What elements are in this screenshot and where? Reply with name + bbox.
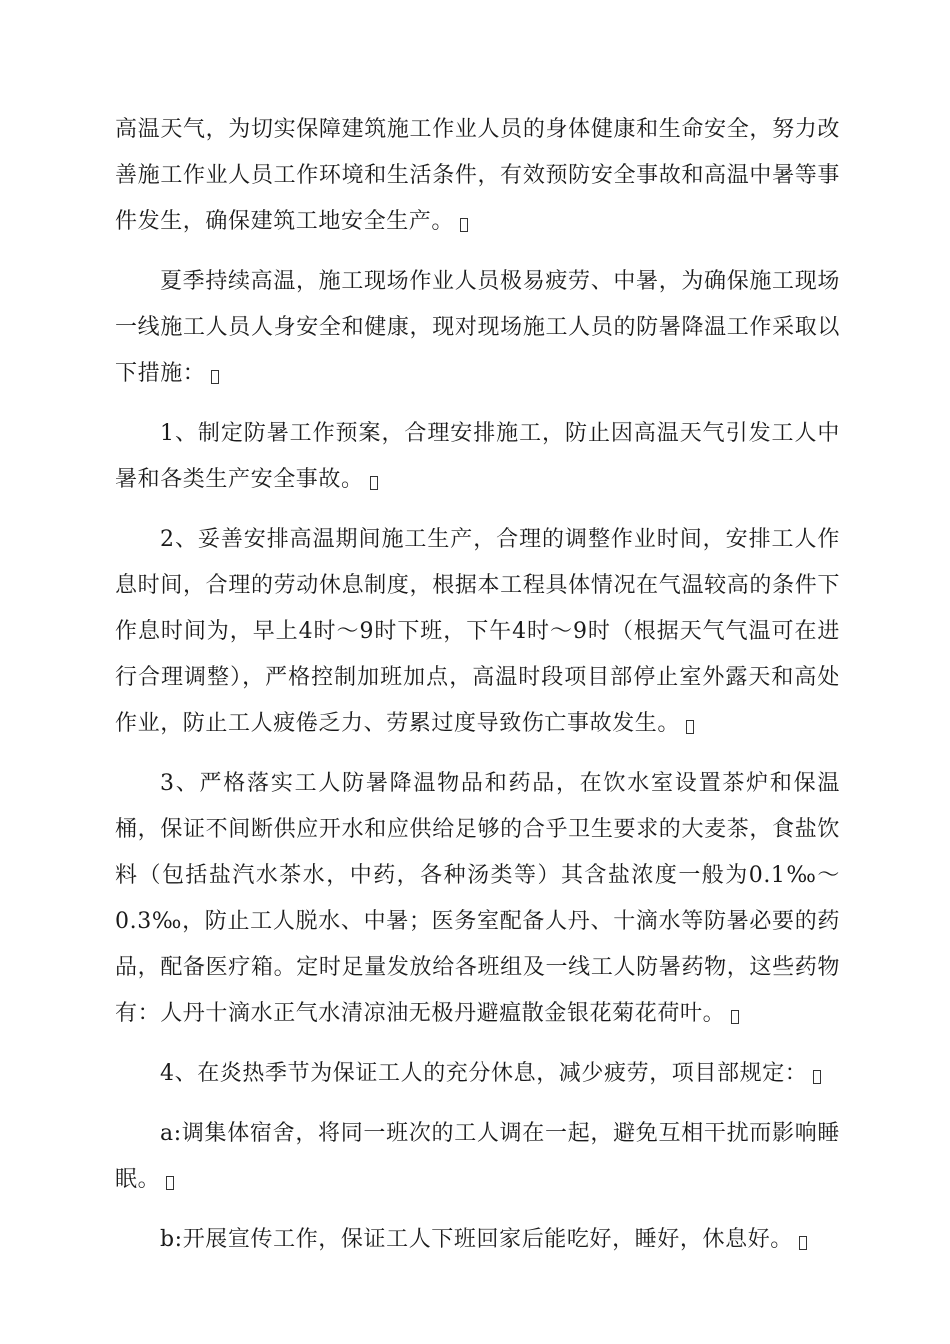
paragraph-4: [115, 517, 840, 747]
paragraph-6-text: 4、在炎热季节为保证工人的充分休息，减少疲劳，项目部规定：: [160, 1061, 808, 1086]
paragraph-3: [115, 411, 840, 503]
paragraph-3-text: 1、制定防暑工作预案，合理安排施工，防止因高温天气引发工人中暑和各类生产安全事故。: [115, 421, 840, 492]
paragraph-5-text: 3、严格落实工人防暑降温物品和药品，在饮水室设置茶炉和保温桶，保证不间断供应开水和应供给足够的合乎卫生要求的大麦茶，食盐饮料（包括盐汽水茶水，中药，各种汤类等）其含盐浓度一般为0.1‰～0.3‰，防止工人脱水、中暑；医务室配备人丹、十滴水等防暑必要的药品，配备医疗箱。定时足量发放给各班组及一线工人防暑药物，这些药物有：人丹十滴水正气水清凉油无极丹避瘟散金银花菊花荷叶。: [115, 771, 840, 1026]
paragraph-5: [115, 761, 840, 1037]
paragraph-mark-icon: [686, 720, 694, 734]
paragraph-1-text: 高温天气，为切实保障建筑施工作业人员的身体健康和生命安全，努力改善施工作业人员工作环境和生活条件，有效预防安全事故和高温中暑等事件发生，确保建筑工地安全生产。: [115, 117, 840, 234]
paragraph-7-text: a:调集体宿舍，将同一班次的工人调在一起，避免互相干扰而影响睡眠。: [115, 1121, 840, 1192]
paragraph-8-text: b:开展宣传工作，保证工人下班回家后能吃好，睡好，休息好。: [160, 1227, 793, 1252]
paragraph-4-text: 2、妥善安排高温期间施工生产，合理的调整作业时间，安排工人作息时间，合理的劳动休息制度，根据本工程具体情况在气温较高的条件下作息时间为，早上4时～9时下班，下午4时～9时（根据天气气温可在进行合理调整），严格控制加班加点，高温时段项目部停止室外露天和高处作业，防止工人疲倦乏力、劳累过度导致伤亡事故发生。: [115, 527, 840, 736]
paragraph-mark-icon: [813, 1070, 821, 1084]
paragraph-1: [115, 107, 840, 245]
paragraph-mark-icon: [460, 218, 468, 232]
paragraph-mark-icon: [799, 1236, 807, 1250]
paragraph-2: [115, 259, 840, 397]
document-body: [115, 107, 840, 1277]
paragraph-2-text: 夏季持续高温，施工现场作业人员极易疲劳、中暑，为确保施工现场一线施工人员人身安全和健康，现对现场施工人员的防暑降温工作采取以下措施：: [115, 269, 840, 386]
paragraph-7: [115, 1111, 840, 1203]
paragraph-mark-icon: [166, 1176, 174, 1190]
paragraph-mark-icon: [731, 1010, 739, 1024]
paragraph-mark-icon: [370, 476, 378, 490]
paragraph-8: [115, 1217, 840, 1263]
paragraph-6: [115, 1051, 840, 1097]
paragraph-mark-icon: [211, 370, 219, 384]
